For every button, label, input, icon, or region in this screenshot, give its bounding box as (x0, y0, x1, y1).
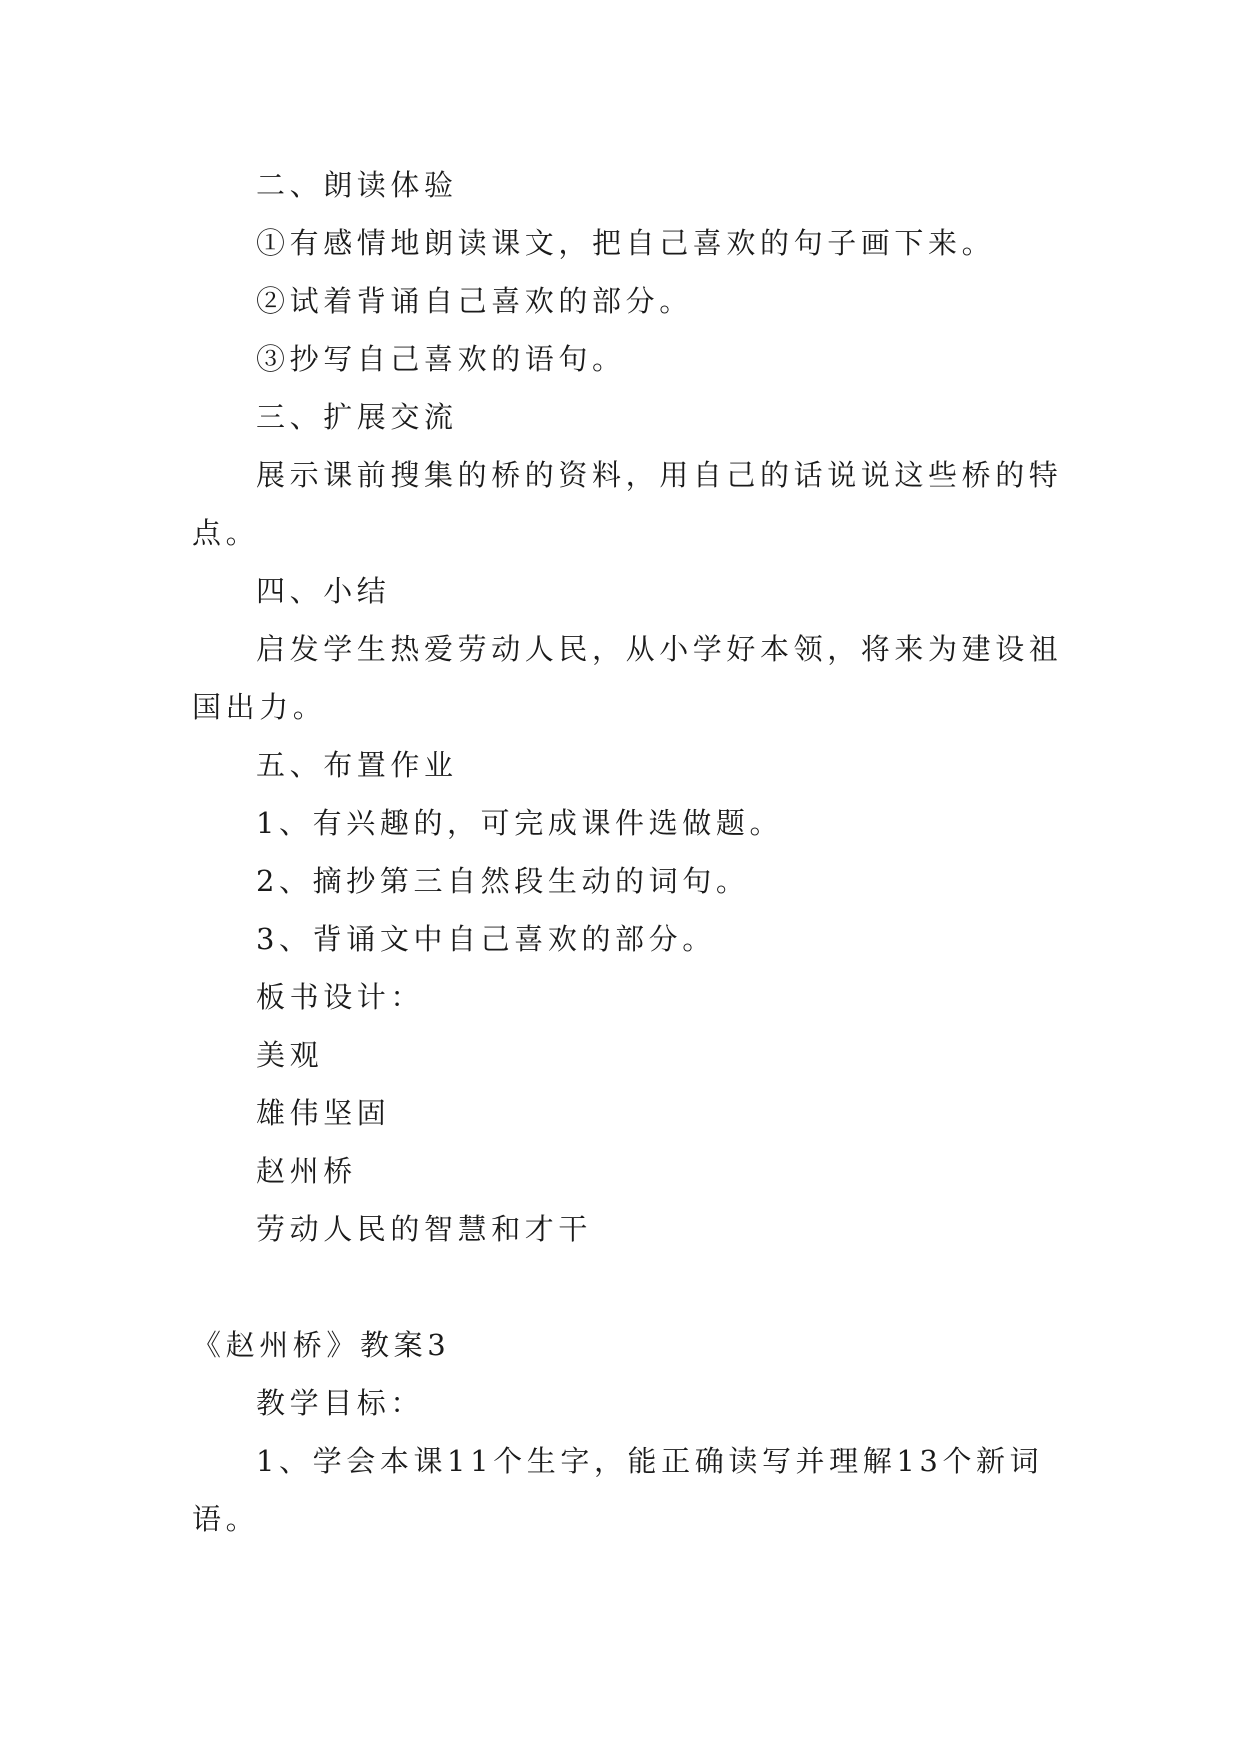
board-line: 美观 (256, 1038, 324, 1072)
paragraph: 板书设计： (256, 980, 425, 1014)
list-item: 1、有兴趣的，可完成课件选做题。 (256, 806, 784, 840)
paragraph: ②试着背诵自己喜欢的部分。 (256, 284, 693, 318)
paragraph: 展示课前搜集的桥的资料，用自己的话说说这些桥的特 (256, 458, 1063, 492)
paragraph: 启发学生热爱劳动人民，从小学好本领，将来为建设祖 (256, 632, 1063, 666)
list-item: 2、摘抄第三自然段生动的词句。 (256, 864, 750, 898)
paragraph-continuation: 点。 (192, 516, 260, 550)
paragraph-continuation: 语。 (192, 1502, 260, 1536)
section-heading: 五、布置作业 (256, 748, 458, 782)
board-line: 劳动人民的智慧和才干 (256, 1212, 593, 1246)
list-item: 3、背诵文中自己喜欢的部分。 (256, 922, 716, 956)
paragraph: ③抄写自己喜欢的语句。 (256, 342, 626, 376)
document-title: 《赵州桥》教案3 (192, 1328, 451, 1362)
paragraph-continuation: 国出力。 (192, 690, 327, 724)
section-heading: 二、朗读体验 (256, 168, 458, 202)
section-heading: 三、扩展交流 (256, 400, 458, 434)
board-line: 雄伟坚固 (256, 1096, 391, 1130)
board-line: 赵州桥 (256, 1154, 357, 1188)
section-heading: 教学目标： (256, 1386, 425, 1420)
section-heading: 四、小结 (256, 574, 391, 608)
paragraph: ①有感情地朗读课文，把自己喜欢的句子画下来。 (256, 226, 996, 260)
paragraph: 1、学会本课11个生字，能正确读写并理解13个新词 (256, 1444, 1044, 1478)
